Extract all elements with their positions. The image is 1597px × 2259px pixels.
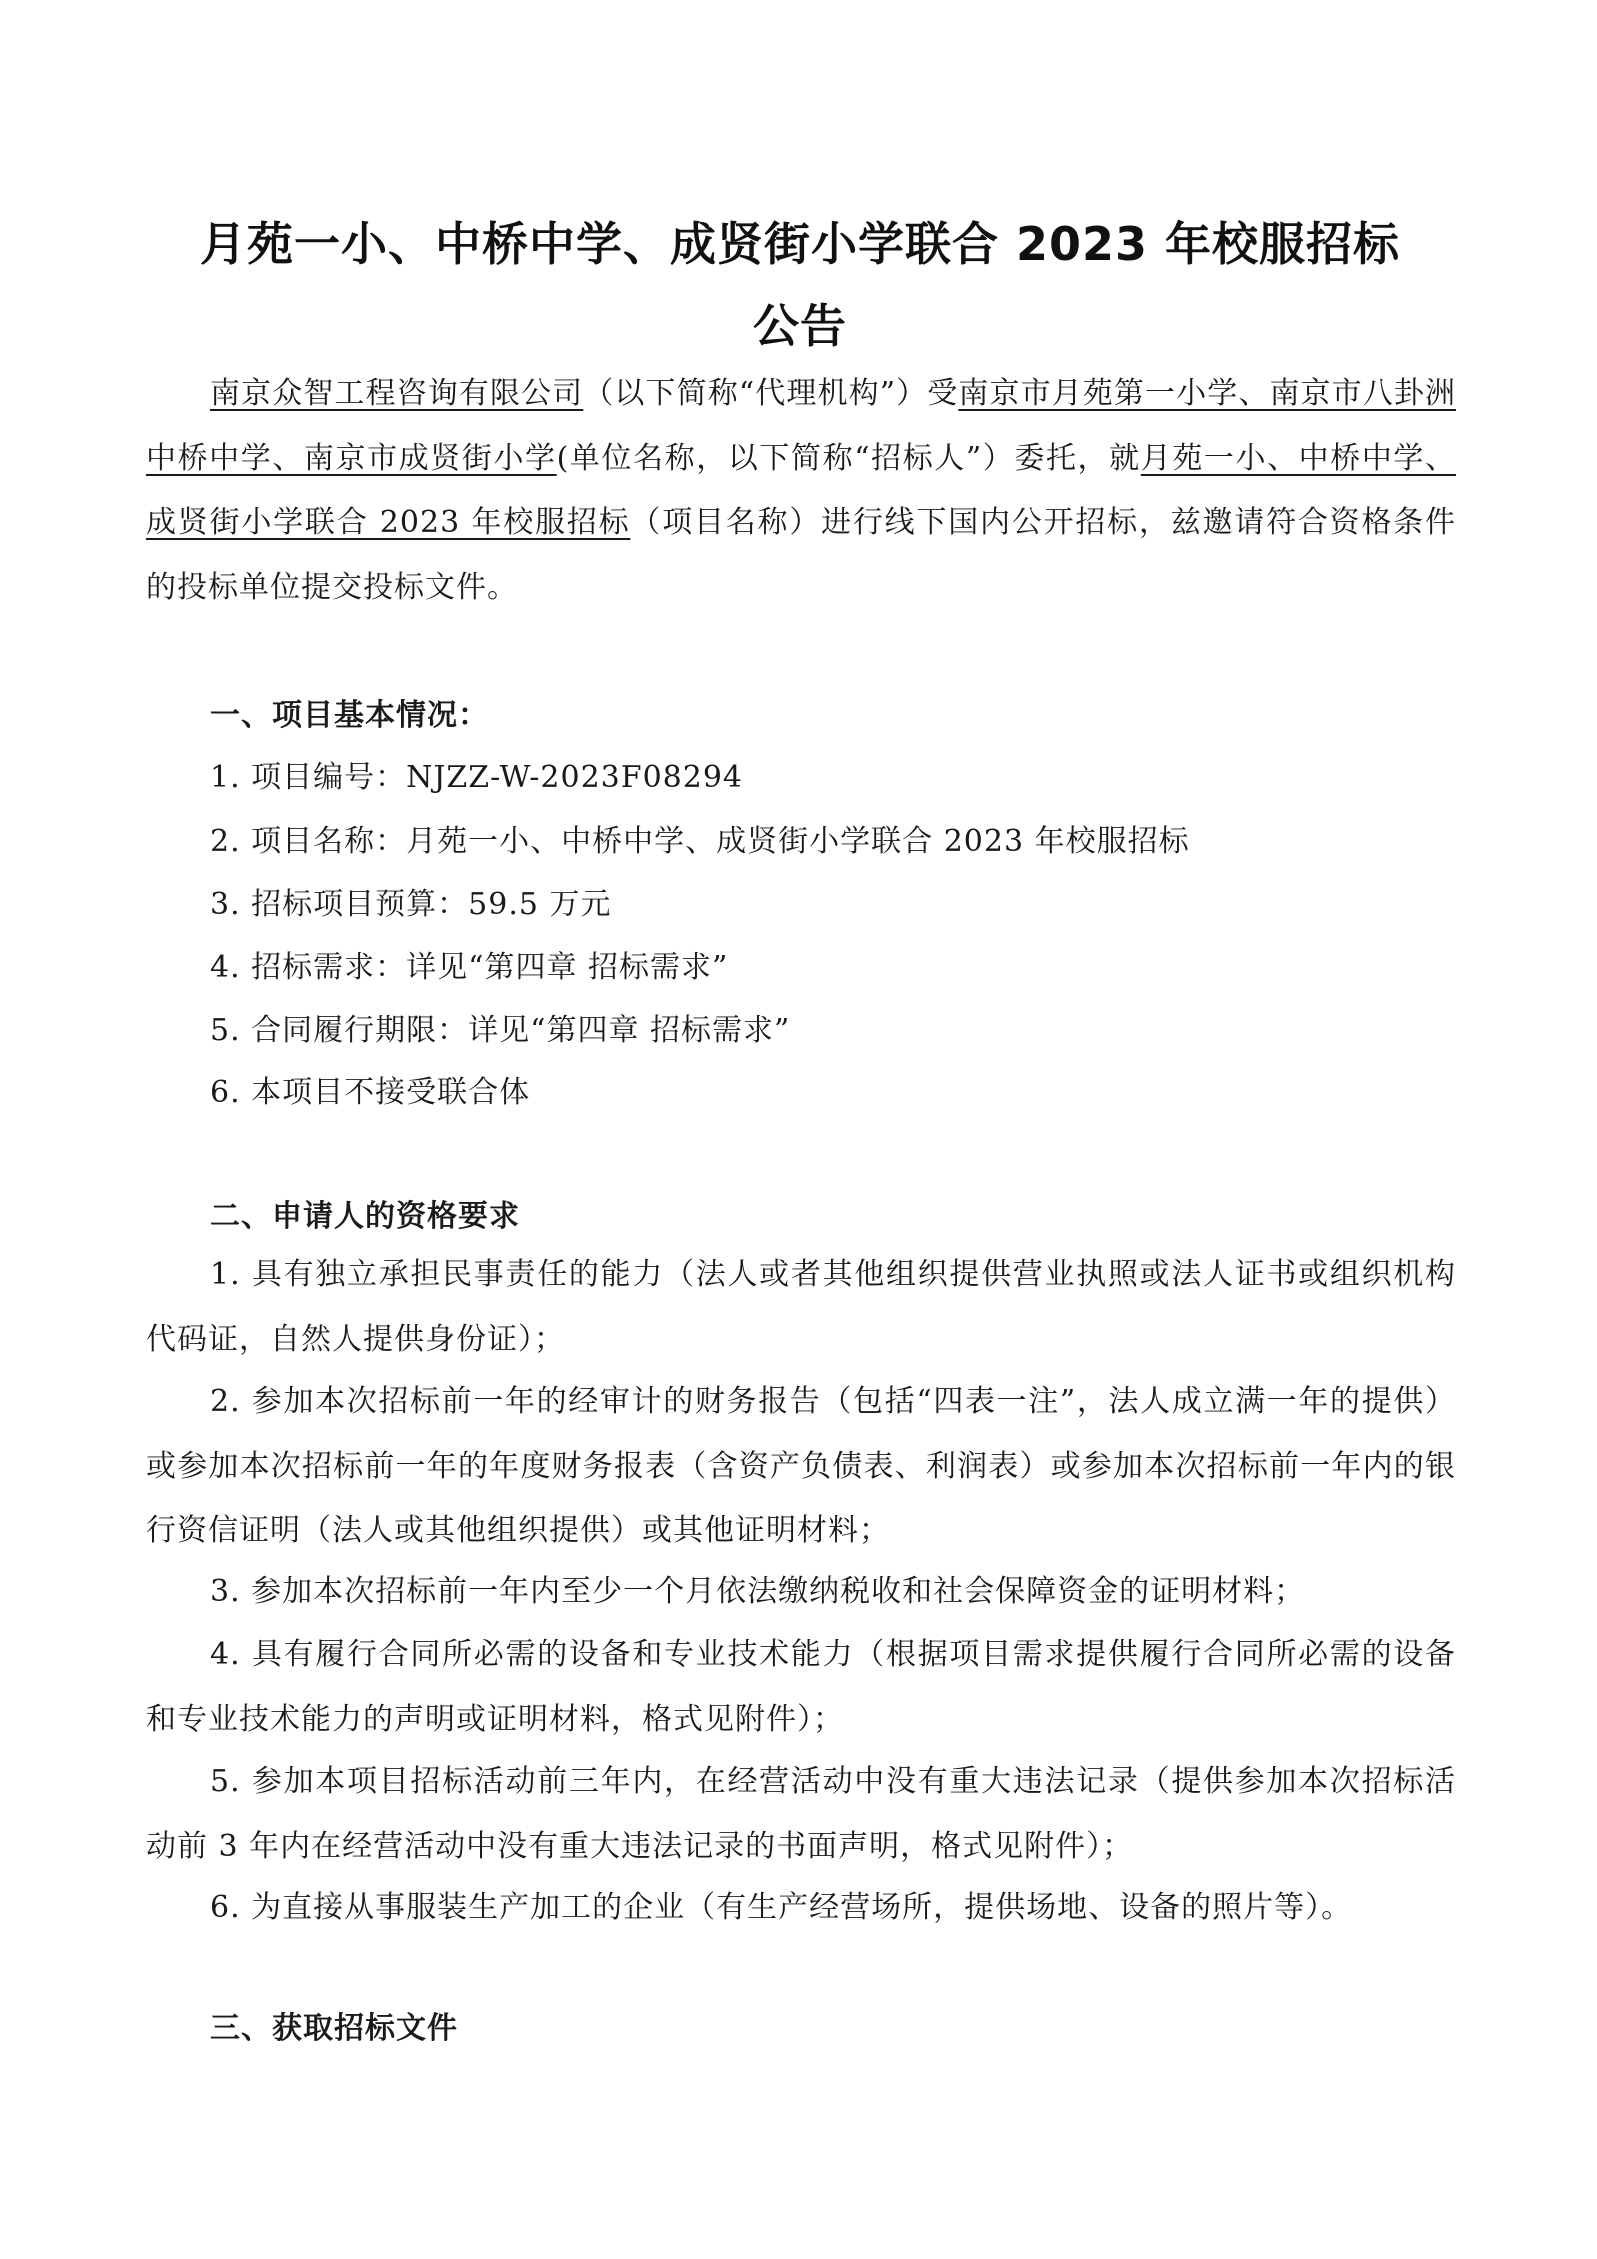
intro-text-1: （以下简称“代理机构”）受 — [583, 376, 959, 411]
list-item: 3. 参加本次招标前一年内至少一个月依法缴纳税收和社会保障资金的证明材料； — [210, 1574, 1306, 1609]
section-heading-obtain-documents: 三、获取招标文件 — [210, 2011, 458, 2046]
list-item: 4. 具有履行合同所必需的设备和专业技术能力（根据项目需求提供履行合同所必需的设备和专业技术能力的声明或证明材料，格式见附件）； — [146, 1637, 1456, 1737]
document-title: 月苑一小、中桥中学、成贤街小学联合 2023 年校服招标 — [199, 217, 1401, 271]
document-title-continued: 公告 — [753, 299, 847, 353]
intro-text-2: (单位名称，以下简称“招标人”）委托，就 — [556, 440, 1141, 476]
list-item: 1. 具有独立承担民事责任的能力（法人或者其他组织提供营业执照或法人证书或组织机构代码证，自然人提供身份证）； — [146, 1257, 1456, 1357]
list-item: 4. 招标需求：详见“第四章 招标需求” — [210, 950, 729, 985]
intro-paragraph — [146, 362, 1456, 620]
section-heading-qualifications: 二、申请人的资格要求 — [210, 1199, 520, 1234]
list-item: 6. 为直接从事服装生产加工的企业（有生产经营场所，提供场地、设备的照片等）。 — [210, 1890, 1353, 1925]
tenderer-name: 南京市月苑第一小学、南京市八卦洲中桥中学、南京市成贤街小学 — [146, 376, 1456, 476]
list-item: 2. 参加本次招标前一年的经审计的财务报告（包括“四表一注”，法人成立满一年的提供）或参加本次招标前一年的年度财务报表（含资产负债表、利润表）或参加本次招标前一年内的银行资信证明（法人或其他组织提供）或其他证明材料； — [146, 1384, 1456, 1548]
intro-text-3: （项目名称）进行线下国内公开招标，兹邀请符合资格条件的投标单位提交投标文件。 — [146, 505, 1457, 605]
list-item: 6. 本项目不接受联合体 — [210, 1075, 531, 1110]
list-item: 3. 招标项目预算：59.5 万元 — [210, 887, 612, 922]
project-name: 月苑一小、中桥中学、成贤街小学联合 2023 年校服招标 — [146, 440, 1457, 540]
list-item: 5. 合同履行期限：详见“第四章 招标需求” — [210, 1013, 791, 1048]
agency-name: 南京众智工程咨询有限公司 — [210, 376, 584, 411]
list-item: 2. 项目名称：月苑一小、中桥中学、成贤街小学联合 2023 年校服招标 — [210, 824, 1190, 859]
list-item: 1. 项目编号：NJZZ-W-2023F08294 — [210, 760, 744, 795]
list-item: 5. 参加本项目招标活动前三年内，在经营活动中没有重大违法记录（提供参加本次招标活动前 3 年内在经营活动中没有重大违法记录的书面声明，格式见附件）； — [146, 1764, 1456, 1864]
section-heading-basic-info: 一、项目基本情况： — [210, 698, 489, 733]
